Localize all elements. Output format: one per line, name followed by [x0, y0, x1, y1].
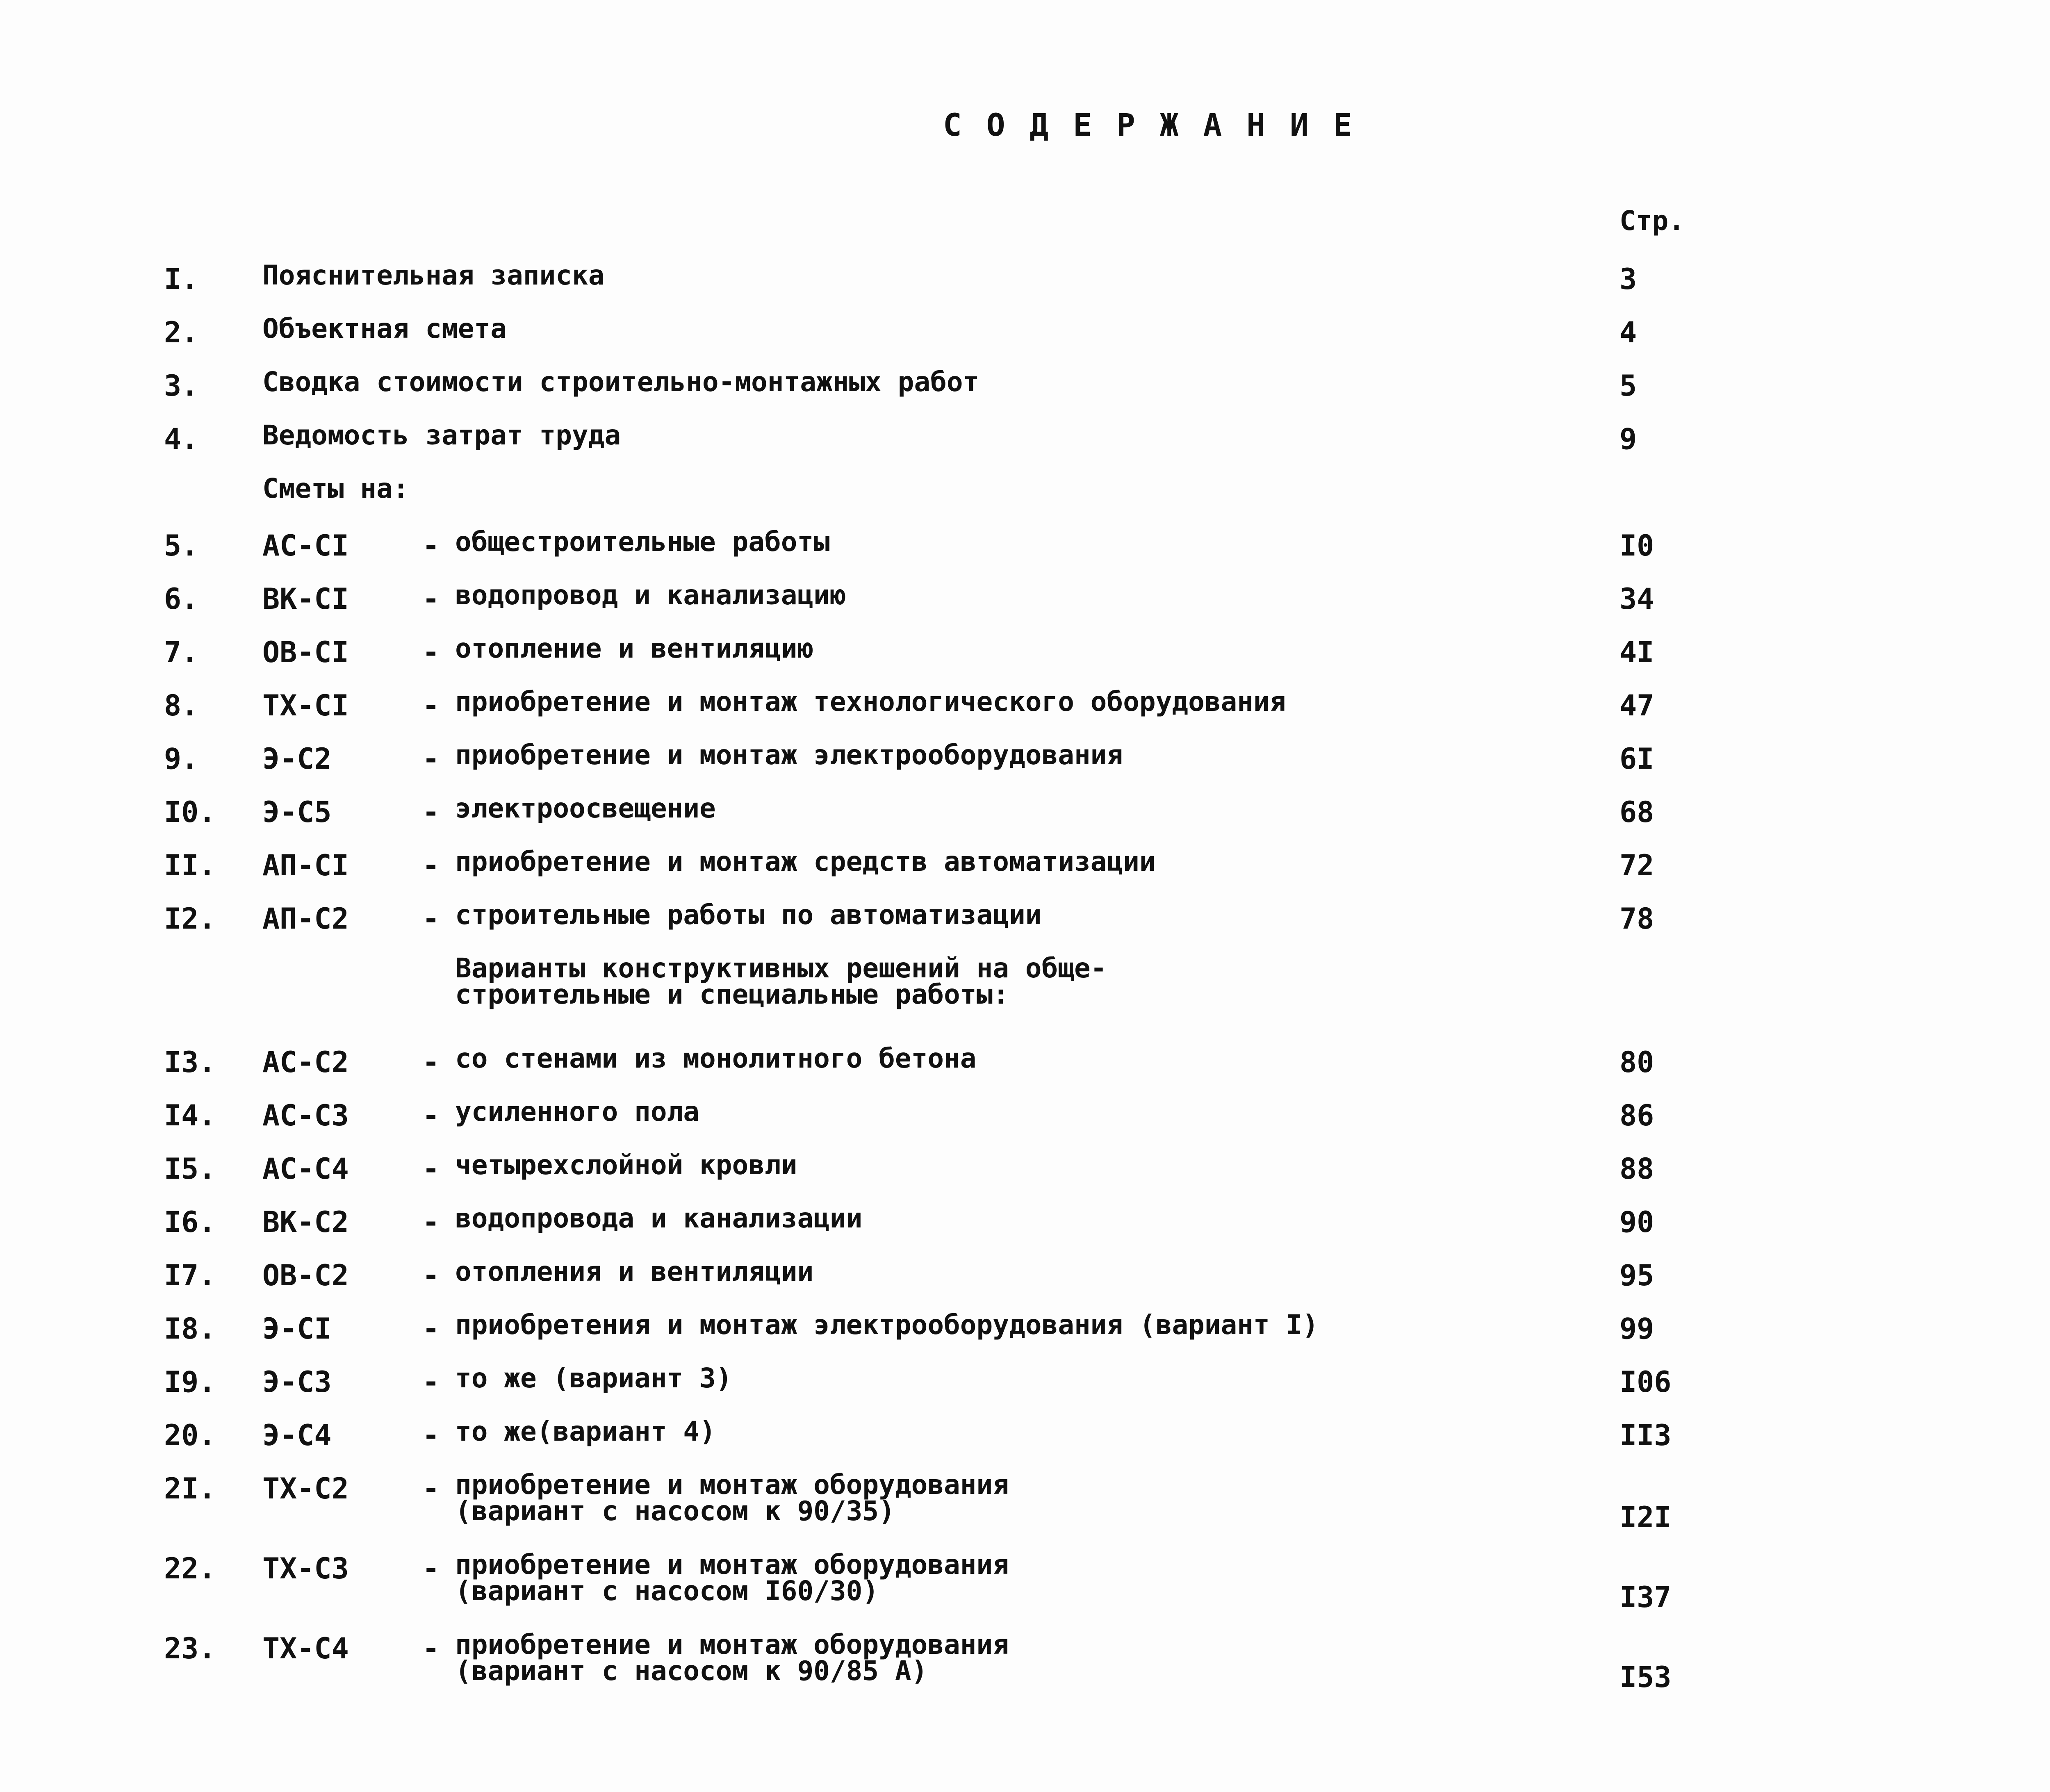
- toc-entry-number: 9.: [164, 742, 199, 776]
- toc-entry: [0, 262, 2050, 316]
- toc-entry-page: 5: [1620, 369, 1637, 403]
- toc-entry-page: II3: [1620, 1419, 1672, 1452]
- toc-entry-number: I0.: [164, 795, 216, 829]
- toc-entry-page: I53: [1620, 1660, 1672, 1694]
- toc-entry-title: Варианты конструктивных решений на обще- строительные и специальные работы:: [455, 952, 1107, 1010]
- toc-entry-dash: -: [422, 1152, 440, 1186]
- toc-entry-code: ТХ-С4: [262, 1632, 349, 1665]
- toc-entry-code: АС-С3: [262, 1099, 349, 1132]
- toc-entry-code: Э-С5: [262, 795, 332, 829]
- toc-entry-code: ВК-С2: [262, 1205, 349, 1239]
- toc-entry-title: то же (вариант 3): [455, 1362, 732, 1394]
- toc-entry-title: отопления и вентиляции: [455, 1256, 814, 1287]
- toc-entry-number: I7.: [164, 1259, 216, 1292]
- toc-entry-page: 86: [1620, 1099, 1654, 1132]
- toc-entry-page: 4: [1620, 316, 1637, 349]
- toc-entry-page: 99: [1620, 1312, 1654, 1346]
- toc-entry-page: I2I: [1620, 1501, 1672, 1534]
- toc-entry-dash: -: [422, 1365, 440, 1399]
- toc-entry-number: 22.: [164, 1552, 216, 1585]
- toc-entry-number: 2I.: [164, 1472, 216, 1505]
- toc-entry-dash: -: [422, 1259, 440, 1292]
- toc-entry: [0, 635, 2050, 689]
- toc-entry-page: I06: [1620, 1365, 1672, 1399]
- toc-entry-dash: -: [422, 1419, 440, 1452]
- toc-entry-dash: -: [422, 1312, 440, 1346]
- toc-entry-code: АС-С4: [262, 1152, 349, 1186]
- toc-entry-title: усиленного пола: [455, 1096, 700, 1127]
- toc-entry-number: I8.: [164, 1312, 216, 1346]
- toc-entry-title: приобретение и монтаж средств автоматизации: [455, 846, 1156, 877]
- toc-entry-number: 2.: [164, 316, 199, 349]
- toc-entry-title: электроосвещение: [455, 792, 716, 824]
- toc-entry-number: I2.: [164, 902, 216, 936]
- toc-entry-number: II.: [164, 849, 216, 882]
- toc-entry-code: Э-С3: [262, 1365, 332, 1399]
- toc-entry-page: 78: [1620, 902, 1654, 936]
- toc-entry-title: четырехслойной кровли: [455, 1149, 797, 1181]
- toc-entry-code: Э-СI: [262, 1312, 332, 1346]
- toc-entry-title: отопление и вентиляцию: [455, 633, 814, 664]
- toc-entry-page: 90: [1620, 1205, 1654, 1239]
- toc-entry: [0, 952, 2050, 1010]
- toc-entry-title: приобретение и монтаж оборудования (вариант с насосом к 90/85 А): [455, 1629, 1009, 1687]
- toc-entry: [0, 1469, 2050, 1534]
- toc-entry-title: то же(вариант 4): [455, 1416, 716, 1447]
- toc-entry-page: 80: [1620, 1045, 1654, 1079]
- toc-entry-title: Ведомость затрат труда: [262, 419, 621, 451]
- toc-entry-title: Объектная смета: [262, 313, 507, 344]
- toc-entry: [0, 579, 2050, 635]
- toc-entry-dash: -: [422, 849, 440, 882]
- toc-entry-code: АП-С2: [262, 902, 349, 936]
- toc-entry: [0, 313, 2050, 369]
- toc-entry-dash: -: [422, 689, 440, 722]
- toc-entry-code: ВК-СI: [262, 582, 349, 616]
- toc-entry: [0, 1362, 2050, 1419]
- toc-entry-code: ТХ-СI: [262, 689, 349, 722]
- toc-entry-number: 8.: [164, 689, 199, 722]
- toc-entry-code: АП-СI: [262, 849, 349, 882]
- toc-entry-title: Сводка стоимости строительно-монтажных работ: [262, 366, 979, 398]
- toc-entry-number: I9.: [164, 1365, 216, 1399]
- page-column-header: Стр.: [1620, 205, 1685, 237]
- toc-entry: [0, 526, 2050, 582]
- toc-entry-dash: -: [422, 635, 440, 669]
- toc-entry: [0, 1045, 2050, 1099]
- toc-entry: [0, 1309, 2050, 1365]
- toc-entry-code: АС-С2: [262, 1045, 349, 1079]
- toc-entry-number: I4.: [164, 1099, 216, 1132]
- toc-entry-page: 4I: [1620, 635, 1654, 669]
- toc-entry-dash: -: [422, 1099, 440, 1132]
- toc-entry-page: 47: [1620, 689, 1654, 722]
- toc-entry: [0, 1096, 2050, 1152]
- toc-entry-page: 68: [1620, 795, 1654, 829]
- toc-entry: [0, 899, 2050, 955]
- toc-entry-dash: -: [422, 742, 440, 776]
- toc-entry-code: АС-СI: [262, 529, 349, 562]
- toc-entry-number: 23.: [164, 1632, 216, 1665]
- toc-entry-number: 20.: [164, 1419, 216, 1452]
- toc-entry-page: 34: [1620, 582, 1654, 616]
- toc-entry-number: 4.: [164, 422, 199, 456]
- toc-entry-number: 6.: [164, 582, 199, 616]
- toc-entry-title: приобретение и монтаж оборудования (вариант с насосом к 90/35): [455, 1469, 1009, 1527]
- toc-entry-dash: -: [422, 1632, 440, 1665]
- toc-entry-title: приобретение и монтаж электрооборудования: [455, 739, 1123, 771]
- toc-entry-title: приобретение и монтаж технологического оборудования: [455, 686, 1286, 717]
- toc-entry-code: ТХ-С2: [262, 1472, 349, 1505]
- toc-entry-code: ТХ-С3: [262, 1552, 349, 1585]
- toc-entry-title: приобретение и монтаж оборудования (вариант с насосом I60/30): [455, 1549, 1009, 1607]
- toc-entry-title: водопровод и канализацию: [455, 579, 846, 611]
- toc-entry-title: приобретения и монтаж электрооборудования (вариант I): [455, 1309, 1319, 1341]
- toc-entry-number: 5.: [164, 529, 199, 562]
- toc-entry: [0, 1629, 2050, 1694]
- toc-entry: [0, 473, 2050, 529]
- toc-entry-page: 88: [1620, 1152, 1654, 1186]
- toc-entry: [0, 366, 2050, 422]
- toc-entry-number: I5.: [164, 1152, 216, 1186]
- toc-entry-number: 7.: [164, 635, 199, 669]
- toc-entry: [0, 1549, 2050, 1614]
- toc-entry: [0, 1149, 2050, 1205]
- toc-entry-title: Пояснительная записка: [262, 260, 605, 291]
- toc-entry-code: ОВ-СI: [262, 635, 349, 669]
- toc-entry-number: I.: [164, 262, 199, 296]
- toc-entry-page: 6I: [1620, 742, 1654, 776]
- toc-entry-title: строительные работы по автоматизации: [455, 899, 1042, 931]
- toc-entry-title: общестроительные работы: [455, 526, 830, 558]
- toc-entry: [0, 1202, 2050, 1259]
- toc-entry: [0, 1256, 2050, 1312]
- toc-entry-page: 9: [1620, 422, 1637, 456]
- toc-entry-number: 3.: [164, 369, 199, 403]
- toc-entry-dash: -: [422, 1472, 440, 1505]
- toc-entry-code: Э-С2: [262, 742, 332, 776]
- toc-entry: [0, 419, 2050, 476]
- toc-entry-number: I6.: [164, 1205, 216, 1239]
- toc-entry: [0, 686, 2050, 742]
- toc-entry-page: I0: [1620, 529, 1654, 562]
- toc-entry: [0, 1416, 2050, 1472]
- toc-entry-dash: -: [422, 529, 440, 562]
- toc-entry-code: Э-С4: [262, 1419, 332, 1452]
- toc-entry-dash: -: [422, 1552, 440, 1585]
- toc-entry-title: водопровода и канализации: [455, 1202, 863, 1234]
- toc-entry-number: I3.: [164, 1045, 216, 1079]
- toc-entry-dash: -: [422, 1045, 440, 1079]
- toc-entry: [0, 846, 2050, 902]
- toc-entry: [0, 739, 2050, 795]
- page-title: СОДЕРЖАНИЕ: [943, 107, 1377, 143]
- toc-entry-dash: -: [422, 582, 440, 616]
- toc-entry: [0, 792, 2050, 849]
- toc-entry-code: ОВ-С2: [262, 1259, 349, 1292]
- toc-entry-title: Сметы на:: [262, 473, 409, 504]
- toc-entry-dash: -: [422, 795, 440, 829]
- toc-entry-page: 95: [1620, 1259, 1654, 1292]
- toc-entry-page: 72: [1620, 849, 1654, 882]
- toc-entry-dash: -: [422, 1205, 440, 1239]
- toc-entry-page: 3: [1620, 262, 1637, 296]
- toc-entry-dash: -: [422, 902, 440, 936]
- toc-entry-title: со стенами из монолитного бетона: [455, 1043, 977, 1074]
- toc-entry-page: I37: [1620, 1580, 1672, 1614]
